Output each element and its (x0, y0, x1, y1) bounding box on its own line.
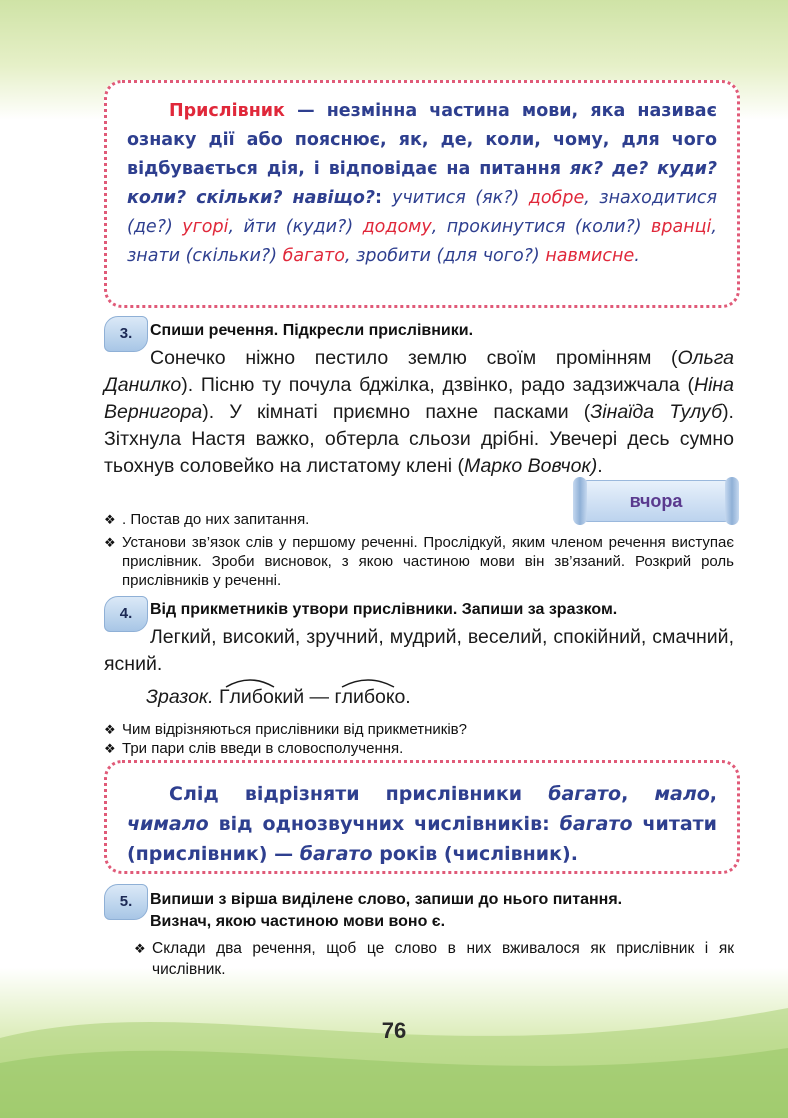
rule-text (107, 83, 737, 271)
word-scroll: вчора (580, 480, 732, 522)
adverb-2: угорі (182, 217, 229, 237)
example-word-2-root (342, 686, 395, 709)
task-3-sentence-end: . (597, 455, 603, 477)
task-4-bullet-2: ❖ Три пари слів введи в словосполучення. (104, 739, 734, 758)
author-3: Зінаїда Тулуб (590, 401, 723, 423)
example-2: , знаходитися (де?) (127, 188, 718, 237)
task-3-badge: 3. (104, 316, 148, 352)
task-3-bullets (104, 510, 574, 529)
task-4-example (146, 686, 411, 709)
example-word-2-first: г (334, 686, 342, 708)
task-5-title (150, 889, 740, 933)
author-1: Ольга Данилко (104, 347, 734, 396)
example-word-1-rest: либокий (229, 686, 305, 708)
rule-end: . (634, 246, 640, 266)
adverb-1: добре (528, 188, 585, 208)
task-3-sentence-1: Сонечко ніжно пестило землю своїм промінням ( (150, 347, 678, 369)
task-4-adjectives: Легкий, високий, зручний, мудрий, веселий, спокійний, смачний, ясний. (104, 626, 734, 675)
example-label: Зразок. (146, 686, 214, 708)
page-number: 76 (381, 1018, 407, 1043)
example-word-2-end: о. (394, 686, 411, 708)
task-5-title-line-2: Визнач, якою частиною мови воно є. (150, 913, 446, 930)
example-1: учитися (як?) (392, 188, 529, 208)
example-word-1-first: Г (218, 686, 230, 708)
adverb-4: вранці (651, 217, 712, 237)
example-word-1 (219, 686, 304, 709)
rule-definition: — незмінна частина мови, яка називає ознаку дії або пояснює, як, де, коли, чому, для чого відбувається дія, і відповідає на питання (127, 101, 717, 179)
task-5-badge: 5. (104, 884, 148, 920)
rule-term: Прислівник (169, 101, 285, 121)
task-3-bullet-2: ❖ Установи зв’язок слів у першому реченні. Прослідкуй, яким членом речення виступає прислівник. Зроби висновок, з якою частиною мови він зв’язаний. Розкрий роль прислівників у реченні. (104, 533, 734, 590)
rule-questions: як? де? куди? коли? скільки? навіщо? (127, 159, 717, 208)
rule-box-distinguish (104, 760, 740, 874)
task-3-bullets-2 (104, 533, 734, 590)
example-word-1-root (230, 686, 305, 709)
example-3: , йти (куди?) (228, 217, 363, 237)
rule-2-part-2: , (621, 783, 655, 805)
task-4-bullets (104, 720, 734, 758)
task-5-bullets (134, 938, 734, 980)
rule-2-word-3: чимало (127, 813, 209, 835)
task-5-title-line-1: Випиши з вірша виділене слово, запиши до нього питання. (150, 891, 623, 908)
rule-2-word-5: багато (299, 843, 373, 865)
task-3-sentence-3: ). У кімнаті приємно пахне пасками ( (202, 401, 591, 423)
task-3-bullet-1: ❖ . Постав до них запитання. (104, 510, 574, 529)
rule-2-part-6: років (числівник). (372, 843, 578, 865)
rule-2-part-3: , (709, 783, 718, 805)
task-3-text (104, 345, 734, 480)
adverb-6: навмисне (545, 246, 635, 266)
rule-2-text (107, 763, 737, 869)
rule-2-part-4: від однозвучних числівників: (208, 813, 560, 835)
adverb-5: багато (282, 246, 345, 266)
task-3-sentence-2: ). Пісню ту почула бджілка, дзвінко, радо задзижчала ( (181, 374, 694, 396)
rule-2-part-5: читати (прислівник) — (127, 813, 717, 865)
task-3-sentence-4: ). Зітхнула Настя важко, обтерла сльози дрібні. Увечері десь сумно тьохнув соловейко на листатому клені ( (104, 401, 734, 477)
rule-2-part-1: Слід відрізняти прислівники (169, 783, 549, 805)
example-5: , знати (скільки?) (127, 217, 717, 266)
task-4-bullet-1: ❖ Чим відрізняються прислівники від прикметників? (104, 720, 734, 739)
adverb-3: додому (362, 217, 432, 237)
task-4-text (104, 624, 734, 678)
root-arc-2 (340, 676, 396, 688)
rule-2-word-4: багато (559, 813, 633, 835)
root-arc-1 (224, 676, 276, 688)
task-5-bullet-1: ❖ Склади два речення, щоб це слово в них вживалося як прислівник і як числівник. (134, 938, 734, 980)
rule-2-word-1: багато (548, 783, 622, 805)
author-2: Ніна Вернигора (104, 374, 734, 423)
author-4: Марко Вовчок) (464, 455, 598, 477)
rule-box-definition (104, 80, 740, 308)
example-word-2-root-text: либок (341, 686, 395, 708)
task-4-badge: 4. (104, 596, 148, 632)
example-dash: — (304, 686, 335, 708)
task-4-title: Від прикметників утвори прислівники. Запиши за зразком. (150, 601, 618, 618)
rule-colon: : (375, 188, 393, 208)
example-4: , прокинутися (коли?) (431, 217, 652, 237)
example-6: , зробити (для чого?) (344, 246, 546, 266)
rule-2-word-2: мало (654, 783, 710, 805)
task-3-title: Спиши речення. Підкресли прислівники. (150, 322, 474, 339)
